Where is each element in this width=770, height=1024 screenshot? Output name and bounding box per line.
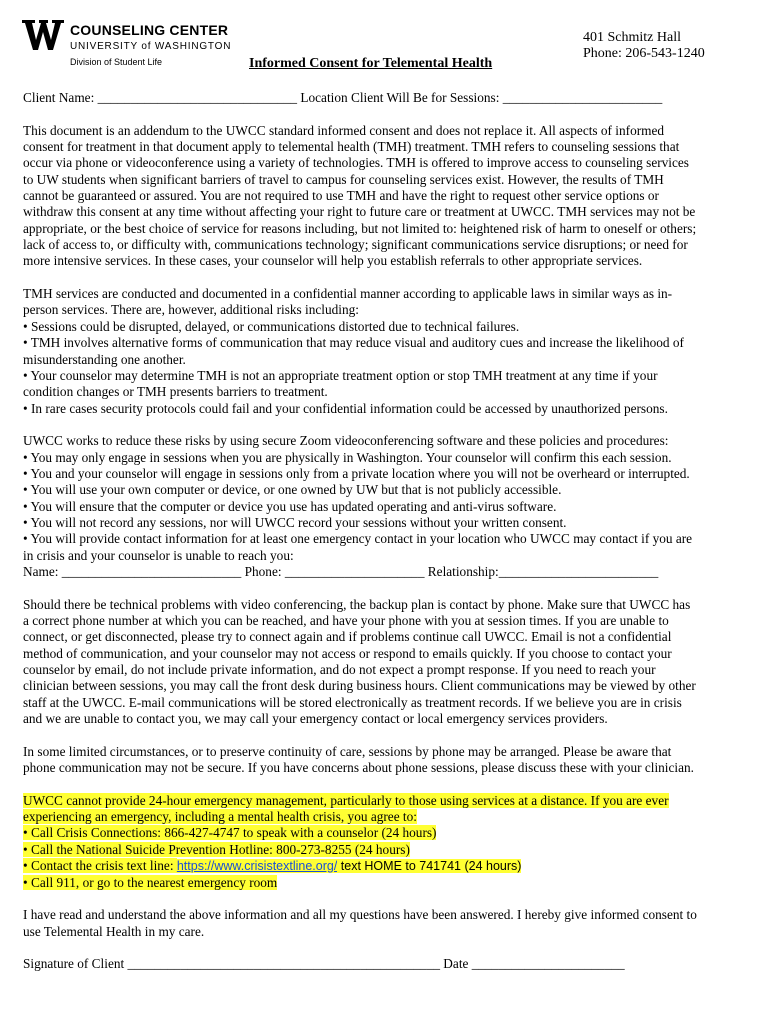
text-line: • You will use your own computer or device, or one owned by UW but that is not publicly accessible.	[23, 482, 562, 498]
text-line: Should there be technical problems with video conferencing, the backup plan is contact by phone. Make sure that UWCC has	[23, 596, 691, 612]
text-line: misunderstanding one another.	[23, 351, 186, 367]
address-block	[583, 30, 705, 62]
text-line: phone communication may not be secure. If you have concerns about phone sessions, please discuss these with your clinician.	[23, 760, 694, 776]
text-line	[23, 793, 753, 809]
paragraph-risks	[23, 286, 753, 417]
address-line: 401 Schmitz Hall	[583, 30, 681, 45]
text-line: appropriate, or the best choice of service for reasons including, but not limited to: heightened risk of harm to oneself or others;	[23, 220, 697, 236]
text-line: withdraw this consent at any time without affecting your right to future care or treatment at UWCC. TMH services may not be	[23, 204, 696, 220]
paragraph-policies	[23, 433, 753, 580]
text-line: occur via phone or videoconference using a variety of technologies. TMH is offered to improve access to counseling services	[23, 155, 689, 171]
logo-division: Division of Student Life	[70, 57, 163, 67]
text-line: cannot be guaranteed or assured. You are not required to use TMH and have the right to request other service options or	[23, 188, 659, 204]
text-line	[23, 842, 753, 858]
text-line: clinician between sessions, you may call the front desk during business hours. Client communications may be viewed by other	[23, 678, 696, 694]
text-line: • You will ensure that the computer or device you use has updated operating and anti-virus software.	[23, 498, 557, 514]
crisis-text-line	[23, 858, 753, 874]
crisis-text-link[interactable]: https://www.crisistextline.org/	[176, 859, 338, 874]
text-line	[23, 809, 753, 825]
logo-university: UNIVERSITY of WASHINGTON	[70, 41, 232, 52]
highlighted-text: UWCC cannot provide 24-hour emergency management, particularly to those using services at a distance. If you are ever	[23, 792, 669, 808]
logo-counseling-center: COUNSELING CENTER	[70, 22, 229, 38]
highlighted-text: experiencing an emergency, including a mental health crisis, you agree to:	[23, 809, 417, 825]
text-line: • Sessions could be disrupted, delayed, or communications distorted due to technical failures.	[23, 318, 520, 334]
text-line: • Your counselor may determine TMH is not an appropriate treatment option or stop TMH treatment at any time if your	[23, 367, 658, 383]
text-line: in crisis and your counselor is unable to reach you:	[23, 547, 294, 563]
text-line: counselor by email, do not include private information, and do not expect a prompt response. If you need to reach your	[23, 662, 656, 678]
text-line: In some limited circumstances, or to preserve continuity of care, sessions by phone may be arranged. Please be aware that	[23, 743, 672, 759]
text-line: consent for treatment in that document apply to telemental health (TMH) treatment. TMH refers to counseling sessions that	[23, 139, 680, 155]
text-line: • You will provide contact information for at least one emergency contact in your location who UWCC may contact if you are	[23, 531, 693, 547]
text-line: person services. There are, however, additional risks including:	[23, 302, 359, 318]
text-line: and we are unable to contact you, we may call your emergency contact or local emergency services providers.	[23, 711, 608, 727]
client-line: Client Name: ______________________________ Location Client Will Be for Sessions: ________________________	[23, 90, 663, 105]
document-title: Informed Consent for Telemental Health	[249, 56, 493, 71]
crisis-text-suffix: text HOME to 741741 (24 hours)	[337, 859, 522, 874]
phone-line: Phone: 206-543-1240	[583, 46, 705, 61]
text-line: connect, or get disconnected, please try to connect again and if problems continue call UWCC. Email is not a confidential	[23, 629, 672, 645]
paragraph-consent	[23, 907, 753, 940]
highlighted-text: • Call 911, or go to the nearest emergency room	[23, 874, 278, 890]
text-line: • You and your counselor will engage in sessions only from a private location where you will not be overheard or interrupted.	[23, 465, 690, 481]
text-line: method of communication, and your counselor may not access or respond to emails quickly. If you choose to contact your	[23, 645, 672, 661]
text-line	[23, 825, 753, 841]
text-line: This document is an addendum to the UWCC standard informed consent and does not replace it. All aspects of informed	[23, 122, 665, 138]
uw-counseling-logo	[22, 20, 232, 70]
text-line	[23, 875, 753, 891]
paragraph-intro	[23, 123, 753, 270]
text-line: • You will not record any sessions, nor will UWCC record your sessions without your written consent.	[23, 514, 567, 530]
document-body	[23, 90, 753, 989]
text-line: a correct phone number at which you can be reached, and have your phone with you at session times. If you are unable to	[23, 613, 669, 628]
text-line: TMH services are conducted and documented in a confidential manner according to applicable laws in similar ways as in-	[23, 286, 673, 302]
signature-paragraph	[23, 956, 753, 972]
text-line: UWCC works to reduce these risks by using secure Zoom videoconferencing software and these policies and procedures:	[23, 433, 669, 449]
text-line: condition changes or TMH presents barriers to treatment.	[23, 384, 328, 400]
paragraph-technical	[23, 597, 753, 728]
crisis-text-prefix: • Contact the crisis text line:	[23, 858, 177, 874]
uw-w-logo-icon	[22, 20, 64, 50]
signature-line: Signature of Client _______________________________________________ Date _______________________	[23, 956, 625, 972]
paragraph-phone	[23, 744, 753, 777]
text-line: to UW students when significant barriers of travel to campus for counseling services exist. However, the results of TMH	[23, 171, 664, 187]
client-info-line	[23, 90, 753, 106]
highlighted-text: • Call the National Suicide Prevention Hotline: 800-273-8255 (24 hours)	[23, 841, 410, 857]
text-line: I have read and understand the above information and all my questions have been answered. I hereby give informed consent to	[23, 907, 697, 923]
highlighted-text: • Call Crisis Connections: 866-427-4747 to speak with a counselor (24 hours)	[23, 825, 437, 841]
text-line: use Telemental Health in my care.	[23, 923, 205, 939]
text-line: • In rare cases security protocols could fail and your confidential information could be accessed by unauthorized persons.	[23, 400, 668, 416]
paragraph-emergency	[23, 793, 753, 891]
text-line: • TMH involves alternative forms of communication that may reduce visual and auditory cues and increase the likelihood of	[23, 335, 684, 351]
text-line: more intensive services. In these cases, your counselor will help you establish referrals to other appropriate services.	[23, 253, 643, 269]
text-line: staff at the UWCC. E-mail communications will be stored electronically as treatment records. If we believe you are in crisis	[23, 694, 682, 710]
text-line: • You may only engage in sessions when you are physically in Washington. Your counselor will confirm this each session.	[23, 449, 672, 465]
text-line: lack of access to, or difficulty with, communications technology; significant communications service disruptions; or need for	[23, 237, 688, 253]
emergency-contact-line: Name: ___________________________ Phone: _____________________ Relationship:________________________	[23, 563, 659, 579]
